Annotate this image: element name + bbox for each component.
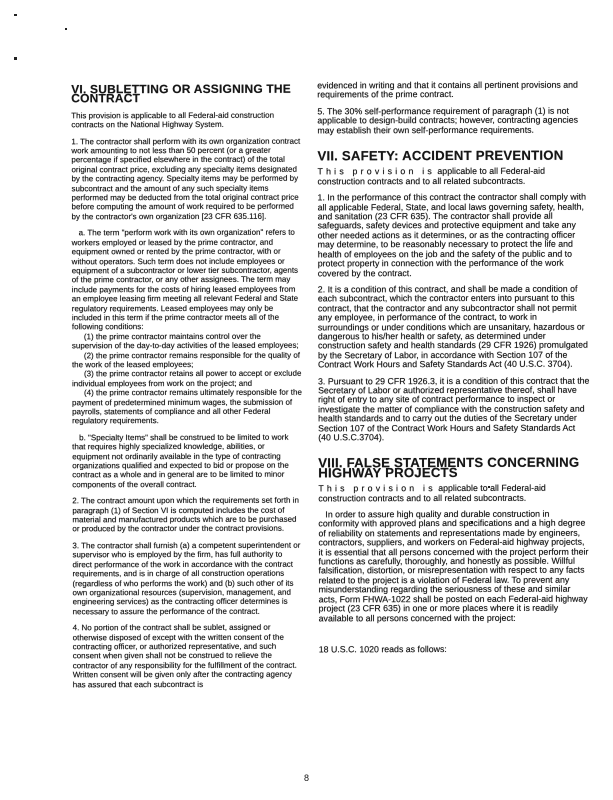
list-item: (2) the prime contractor remains responsible for the quality of the work of the leased employees; bbox=[71, 350, 301, 370]
scan-artifact bbox=[14, 57, 17, 60]
scan-artifact bbox=[65, 28, 67, 30]
left-column bbox=[71, 81, 303, 690]
paragraph: This provision is applicable to all Federal-aid construction contracts on the National Highway System. bbox=[71, 110, 275, 130]
scan-artifact bbox=[14, 14, 17, 16]
list-item: (4) the prime contractor remains ultimately responsible for the payment of predetermined minimum wages, the submission of payrolls, statements of compliance and all other Federal regulatory requirements. bbox=[72, 387, 302, 426]
paragraph: 3. Pursuant to 29 CFR 1926.3, it is a condition of this contract that the Secretary of Labor or authorized representative thereof, shall have right of entry to any site of contract performance to inspect or investigate the matter of compliance with the construction safety and health standards and to carry out the duties of the Secretary under Section 107 of the Contract Work Hours and Safety Standards Act (40 U.S.C.3704). bbox=[318, 375, 590, 443]
paragraph: 5. The 30% self-performance requirement of paragraph (1) is not applicable to design-build contracts; however, contracting agencies may establish their own self-performance requirements. bbox=[317, 105, 579, 135]
spread-lead-text: This provision is bbox=[318, 483, 436, 494]
paragraph: 1. The contractor shall perform with its own organization contract work amounting to not less than 50 percent (or a greater percentage if specified elsewhere in the contract) of the total original contract price, excluding any specialty items designated by the contracting agency. Specialty items may be performed by subcontract and the amount of any such specialty items performed may be deducted from the total original contract price before computing the amount of work required to be performed by the contractor's own organization [23 CFR 635.116]. bbox=[71, 136, 301, 222]
section-heading: VI. SUBLETTING OR ASSIGNING THE CONTRACT bbox=[71, 81, 292, 106]
paragraph: evidenced in writing and that it contains all pertinent provisions and requirements of the prime contract. bbox=[317, 79, 578, 100]
paragraph: 18 U.S.C. 1020 reads as follows: bbox=[318, 643, 447, 655]
paragraph: This provision is applicable to all Federal-aid construction contracts and to all related subcontracts. bbox=[318, 482, 546, 503]
paragraph: This provision is applicable to all Federal-aid construction contracts and to all related subcontracts. bbox=[317, 166, 545, 187]
paragraph: 2. The contract amount upon which the requirements set forth in paragraph (1) of Section VI is computed includes the cost of material and manufactured products which are to be purchased or produced by the contractor under the contract provisions. bbox=[72, 495, 299, 534]
right-column bbox=[317, 81, 591, 655]
paragraph: 2. It is a condition of this contract, and shall be made a condition of each subcontract, which the contractor enters into pursuant to this contract, that the contractor and any subcontractor shall not permit any employee, in performance of the contract, to work in surroundings or under conditions which are unsanitary, hazardous or dangerous to his/her health or safety, as determined under construction safety and health standards (29 CFR 1926) promulgated by the Secretary of Labor, in accordance with Section 107 of the Contract Work Hours and Safety Standards Act (40 U.S.C. 3704). bbox=[317, 283, 588, 370]
paragraph: In order to assure high quality and durable construction in conformity with approved plans and specifications and a high degree of reliability on statements and representations made by engineers, contractors, suppliers, and workers on Federal-aid highway projects, it is essential that all persons concerned with the project perform their functions as carefully, thoroughly, and honestly as possible. Willful falsification, distortion, or misrepresentation with respect to any facts related to the project is a violation of Federal law. To prevent any misunderstanding regarding the seriousness of these and similar acts, Form FHWA-1022 shall be posted on each Federal-aid highway project (23 CFR 635) in one or more places where it is readily available to all persons concerned with the project: bbox=[318, 508, 589, 623]
list-item: (3) the prime contractor retains all power to accept or exclude individual employees from work on the project; and bbox=[71, 369, 302, 389]
paragraph: 1. In the performance of this contract the contractor shall comply with all applicable Federal, State, and local laws governing safety, health, and sanitation (23 CFR 635). The contractor shall provide all safeguards, safety devices and protective equipment and take any other needed actions as it determines, or as the contracting officer may determine, to be reasonably necessary to protect the life and health of employees on the job and the safety of the public and to protect property in connection with the performance of the work covered by the contract. bbox=[317, 191, 587, 278]
paragraph: a. The term "perform work with its own organization" refers to workers employed or leased by the prime contractor, and equipment owned or rented by the prime contractor, with or without operators. Such term does not include employees or equipment of a subcontractor or lower tier subcontractor, agents of the prime contractor, or any other assignees. The term may include payments for the costs of hiring leased employees from an employee leasing firm meeting all relevant Federal and State regulatory requirements. Leased employees may only be included in this term if the prime contractor meets all of the following conditions: bbox=[71, 227, 299, 332]
section-heading: VII. SAFETY: ACCIDENT PREVENTION bbox=[317, 147, 564, 164]
paragraph: b. "Specialty Items" shall be construed to be limited to work that requires highly specialized knowledge, abilities, or equipment not ordinarily available in the type of contracting organizations qualified and expected to bid or propose on the contract as a whole and in general are to be limited to minor components of the overall contract. bbox=[72, 432, 289, 490]
paragraph: 4. No portion of the contract shall be sublet, assigned or otherwise disposed of except with the written consent of the contracting officer, or authorized representative, and such consent when given shall not be construed to relieve the contractor of any responsibility for the fulfillment of the contract. Written consent will be given only after the contracting agency has assured that each subcontract is bbox=[72, 622, 297, 689]
section-heading: VIII. FALSE STATEMENTS CONCERNING HIGHWAY PROJECTS bbox=[318, 455, 580, 481]
spread-lead-text: This provision is bbox=[317, 166, 435, 177]
list-item: (1) the prime contractor maintains control over the supervision of the day-to-day activities of the leased employees; bbox=[71, 331, 299, 351]
paragraph: 3. The contractor shall furnish (a) a competent superintendent or supervisor who is employed by the firm, has full authority to direct performance of the work in accordance with the contract requirements, and is in charge of all construction operations (regardless of who performs the work) and (b) such other of its own organizational resources (supervision, management, and engineering services) as the contracting officer determines is necessary to assure the performance of the contract. bbox=[72, 540, 301, 617]
page-number: 8 bbox=[303, 773, 309, 783]
